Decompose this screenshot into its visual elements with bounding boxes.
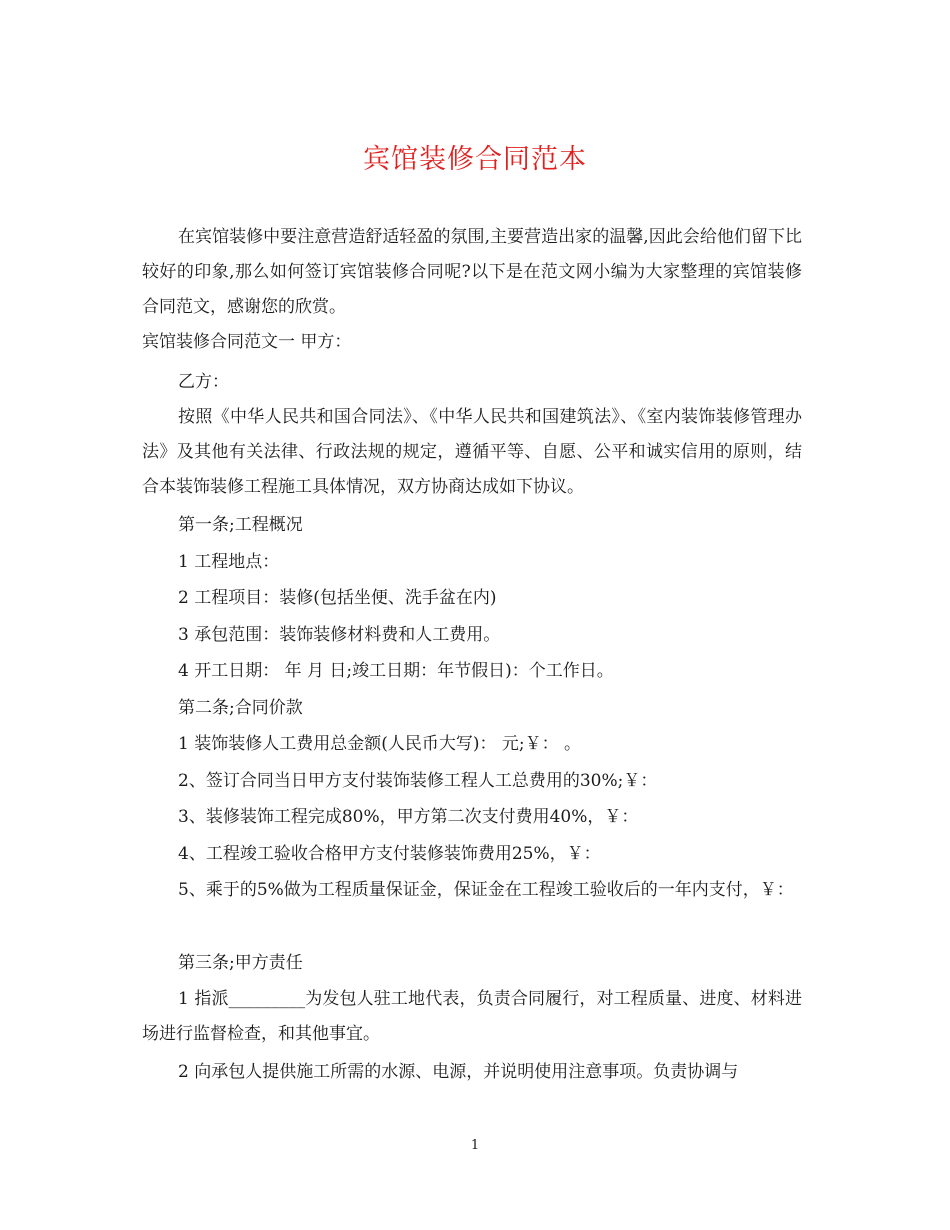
document-title: 宾馆装修合同范本	[363, 144, 587, 175]
water-power-supply: 2 向承包人提供施工所需的水源、电源，并说明使用注意事项。负责协调与	[178, 1062, 739, 1082]
article-two-heading: 第二条;合同价款	[178, 698, 303, 718]
project-location: 1 工程地点：	[178, 552, 280, 572]
second-payment: 3、装修装饰工程完成80%，甲方第二次支付费用40%，￥：	[178, 807, 639, 827]
intro-paragraph: 在宾馆装修中要注意营造舒适轻盈的氛围,主要营造出家的温馨,因此会给他们留下比较好的印象,那么如何签订宾馆装修合同呢?以下是在范文网小编为大家整理的宾馆装修合同范文，感谢您的欣赏。	[142, 227, 802, 317]
first-payment: 2、签订合同当日甲方支付装饰装修工程人工总费用的30%;￥：	[178, 771, 658, 791]
party-b-line: 乙方：	[178, 372, 229, 392]
page-number: 1	[470, 1138, 480, 1153]
legal-basis-paragraph: 按照《中华人民共和国合同法》、《中华人民共和国建筑法》、《室内装饰装修管理办法》及其他有关法律、行政法规的规定，遵循平等、自愿、公平和诚实信用的原则，结合本装饰装修工程施工具体情况，双方协商达成如下协议。	[142, 407, 802, 497]
quality-deposit: 5、乘于的5%做为工程质量保证金，保证金在工程竣工验收后的一年内支付，￥：	[178, 880, 794, 900]
contract-scope: 3 承包范围：装饰装修材料费和人工费用。	[178, 625, 501, 645]
sample-heading-party-a: 宾馆装修合同范文一 甲方：	[142, 332, 352, 352]
total-labor-cost: 1 装饰装修人工费用总金额(人民币大写)： 元;￥： 。	[178, 734, 582, 754]
project-item: 2 工程项目：装修(包括坐便、洗手盆在内)	[178, 588, 497, 608]
completion-payment: 4、工程竣工验收合格甲方支付装修装饰费用25%，￥：	[178, 844, 601, 864]
article-one-heading: 第一条;工程概况	[178, 515, 303, 535]
article-three-heading: 第三条;甲方责任	[178, 953, 303, 973]
project-dates: 4 开工日期： 年 月 日;竣工日期：年节假日)：个工作日。	[178, 661, 614, 681]
site-representative: 1 指派_________为发包人驻工地代表，负责合同履行，对工程质量、进度、材料进场进行监督检查，和其他事宜。	[142, 989, 802, 1044]
